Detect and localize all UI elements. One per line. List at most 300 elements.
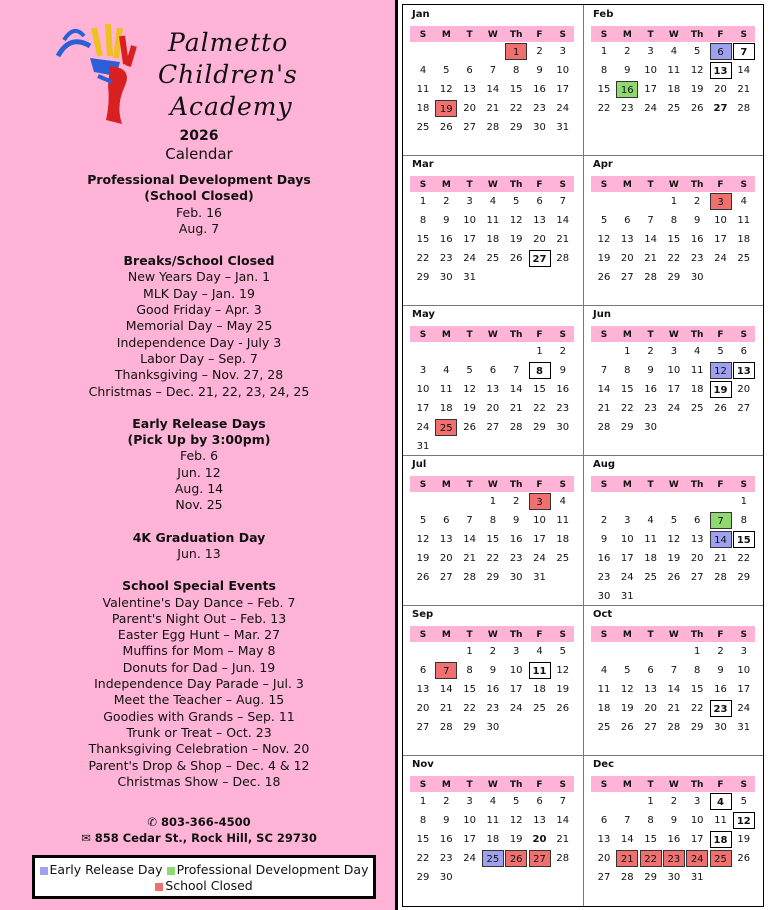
day-cell: 16 (667, 834, 681, 845)
day-cell: 6 (600, 815, 608, 826)
day-cell: 15 (463, 684, 476, 695)
day-cell: 2 (443, 196, 450, 207)
day-cell: 19 (597, 253, 611, 264)
month-name: Aug (593, 459, 616, 470)
day-cell: 1 (536, 346, 543, 357)
day-cell: 23 (663, 850, 685, 867)
day-cell: 22 (416, 253, 430, 264)
weekday-label: M (441, 780, 451, 790)
weekday-label: M (622, 180, 632, 190)
weekday-label: S (559, 780, 567, 790)
day-cell: 1 (670, 196, 678, 207)
day-cell: 27 (644, 722, 657, 733)
day-cell: 27 (529, 850, 551, 867)
day-cell: 27 (713, 103, 728, 114)
day-cell: 10 (463, 215, 476, 226)
weekday-label: M (441, 330, 451, 340)
day-cell: 30 (486, 722, 500, 733)
day-cell: 6 (536, 796, 543, 807)
weekday-label: S (419, 180, 427, 190)
info-item: Easter Egg Hunt – Mar. 27 (117, 627, 281, 643)
day-cell: 4 (536, 646, 543, 657)
day-cell: 29 (463, 722, 476, 733)
day-cell: 6 (740, 346, 747, 357)
day-cell: 1 (419, 796, 427, 807)
weekday-label: Th (509, 180, 523, 190)
weekday-label: W (668, 780, 679, 790)
day-cell: 7 (624, 815, 631, 826)
day-cell: 14 (556, 815, 570, 826)
weekday-label: Th (509, 780, 523, 790)
day-cell: 12 (733, 812, 755, 829)
weekday-label: M (622, 330, 632, 340)
legend-early: Early Release Day (49, 862, 163, 877)
day-cell: 22 (620, 403, 634, 414)
day-cell: 20 (486, 403, 500, 414)
month-jun (584, 306, 764, 456)
day-cell: 18 (486, 834, 500, 845)
day-cell: 17 (620, 553, 634, 564)
day-cell: 28 (439, 722, 453, 733)
day-cell: 19 (509, 234, 523, 245)
day-cell: 29 (690, 722, 704, 733)
day-cell: 17 (533, 534, 546, 545)
day-cell: 31 (737, 722, 751, 733)
day-cell: 24 (620, 572, 634, 583)
day-cell: 2 (536, 46, 543, 57)
day-cell: 5 (694, 46, 701, 57)
day-cell: 29 (533, 422, 546, 433)
day-cell: 13 (644, 684, 657, 695)
month-name: Sep (412, 609, 434, 620)
day-cell: 23 (556, 403, 570, 414)
info-item: Goodies with Grands – Sep. 11 (103, 708, 295, 724)
day-cell: 5 (670, 515, 678, 526)
day-cell: 3 (529, 493, 551, 510)
weekday-label: T (466, 480, 473, 490)
day-cell: 8 (694, 665, 701, 676)
day-cell: 30 (439, 272, 453, 283)
day-cell: 14 (463, 534, 476, 545)
info-item: Aug. 14 (174, 481, 224, 497)
day-cell: 11 (690, 365, 704, 376)
info-item: Trunk or Treat – Oct. 23 (126, 724, 272, 740)
day-cell: 25 (486, 253, 500, 264)
day-cell: 11 (597, 684, 611, 695)
day-cell: 31 (556, 122, 570, 133)
day-cell: 3 (647, 46, 654, 57)
day-cell: 28 (737, 103, 751, 114)
day-cell: 4 (710, 793, 732, 810)
day-cell: 20 (533, 234, 546, 245)
day-cell: 16 (616, 81, 638, 98)
weekday-label: F (536, 480, 543, 490)
day-cell: 13 (533, 815, 546, 826)
day-cell: 27 (690, 572, 704, 583)
day-cell: 6 (443, 515, 450, 526)
month-mar (403, 156, 583, 306)
day-cell: 11 (416, 84, 430, 95)
day-cell: 2 (443, 796, 450, 807)
day-cell: 15 (416, 834, 430, 845)
month-feb (584, 6, 764, 156)
handprint-logo-icon (50, 16, 170, 128)
day-cell: 13 (620, 234, 634, 245)
weekday-label: S (740, 480, 748, 490)
month-name: Apr (593, 159, 613, 170)
weekday-label: T (466, 180, 473, 190)
weekday-label: S (559, 480, 567, 490)
day-cell: 9 (694, 215, 701, 226)
day-cell: 17 (416, 403, 430, 414)
day-cell: 1 (600, 46, 608, 57)
day-cell: 8 (670, 215, 678, 226)
day-cell: 30 (690, 272, 704, 283)
day-cell: 17 (690, 834, 704, 845)
day-cell: 13 (533, 215, 546, 226)
weekday-label: Th (690, 330, 704, 340)
weekday-label: W (487, 330, 498, 340)
address: ✉ 858 Cedar St., Rock Hill, SC 29730 (81, 831, 317, 845)
section-heading: (Pick Up by 3:00pm) (127, 432, 271, 448)
day-cell: 27 (597, 872, 611, 883)
day-cell: 19 (416, 553, 430, 564)
day-cell: 19 (556, 684, 570, 695)
day-cell: 4 (647, 515, 654, 526)
day-cell: 1 (624, 346, 631, 357)
weekday-label: F (536, 180, 543, 190)
day-cell: 15 (416, 234, 430, 245)
info-item: New Years Day – Jan. 1 (127, 269, 271, 285)
month-oct (584, 606, 764, 756)
day-cell: 14 (667, 684, 681, 695)
weekday-label: F (717, 30, 724, 40)
day-cell: 21 (737, 84, 751, 95)
day-cell: 16 (556, 384, 570, 395)
closed-swatch-icon (155, 883, 163, 891)
info-item: Aug. 7 (178, 220, 220, 236)
info-item: Good Friday – Apr. 3 (136, 302, 262, 318)
day-cell: 26 (620, 722, 634, 733)
day-cell: 11 (644, 534, 657, 545)
day-cell: 7 (435, 662, 457, 679)
day-cell: 29 (644, 872, 657, 883)
day-cell: 4 (600, 665, 608, 676)
day-cell: 26 (505, 850, 527, 867)
day-cell: 25 (416, 122, 430, 133)
weekday-label: S (600, 330, 608, 340)
weekday-label: F (536, 780, 543, 790)
calendar-year: 2026 (179, 128, 219, 144)
day-cell: 11 (486, 815, 500, 826)
day-cell: 22 (737, 553, 751, 564)
day-cell: 18 (710, 831, 732, 848)
day-cell: 7 (647, 215, 654, 226)
info-item: Christmas Show – Dec. 18 (117, 773, 281, 789)
day-cell: 20 (644, 703, 657, 714)
day-cell: 27 (737, 403, 751, 414)
day-cell: 10 (620, 534, 634, 545)
day-cell: 15 (509, 84, 523, 95)
day-cell: 26 (597, 272, 611, 283)
info-item: Memorial Day – May 25 (125, 318, 273, 334)
day-cell: 6 (624, 215, 631, 226)
weekday-label: F (717, 330, 724, 340)
day-cell: 18 (486, 234, 500, 245)
day-cell: 25 (710, 850, 732, 867)
day-cell: 17 (644, 84, 657, 95)
day-cell: 10 (556, 65, 570, 76)
day-cell: 18 (556, 534, 570, 545)
day-cell: 18 (439, 403, 453, 414)
day-cell: 18 (597, 703, 611, 714)
day-cell: 21 (597, 403, 611, 414)
day-cell: 29 (509, 122, 523, 133)
day-cell: 28 (644, 272, 657, 283)
day-cell: 19 (509, 834, 523, 845)
day-cell: 3 (694, 796, 701, 807)
day-cell: 3 (710, 193, 732, 210)
day-cell: 22 (667, 253, 681, 264)
weekday-label: Th (690, 780, 704, 790)
weekday-label: W (487, 30, 498, 40)
day-cell: 24 (463, 253, 476, 264)
day-cell: 18 (416, 103, 430, 114)
day-cell: 24 (509, 703, 523, 714)
weekday-label: W (487, 480, 498, 490)
weekday-label: S (559, 330, 567, 340)
day-cell: 24 (533, 553, 546, 564)
day-cell: 30 (509, 572, 523, 583)
day-cell: 5 (419, 515, 427, 526)
weekday-label: M (441, 630, 451, 640)
day-cell: 10 (667, 365, 681, 376)
section-heading: (School Closed) (144, 188, 254, 204)
weekday-label: T (466, 330, 473, 340)
day-cell: 6 (647, 665, 654, 676)
day-cell: 4 (419, 65, 427, 76)
day-cell: 21 (714, 553, 727, 564)
day-cell: 2 (600, 515, 608, 526)
day-cell: 10 (714, 215, 727, 226)
weekday-label: F (536, 30, 543, 40)
day-cell: 12 (597, 234, 611, 245)
weekday-label: S (419, 330, 427, 340)
day-cell: 8 (419, 215, 427, 226)
day-cell: 9 (536, 65, 543, 76)
weekday-label: W (668, 630, 679, 640)
month-name: Jun (593, 309, 611, 320)
info-item: MLK Day – Jan. 19 (143, 285, 255, 301)
day-cell: 9 (647, 365, 654, 376)
day-cell: 2 (624, 46, 631, 57)
day-cell: 9 (443, 815, 450, 826)
day-cell: 6 (419, 665, 427, 676)
day-cell: 8 (466, 665, 473, 676)
day-cell: 24 (686, 850, 708, 867)
day-cell: 3 (466, 196, 473, 207)
day-cell: 25 (737, 253, 751, 264)
day-cell: 3 (670, 346, 678, 357)
day-cell: 27 (416, 722, 430, 733)
info-item: Feb. 6 (179, 448, 219, 464)
day-cell: 15 (690, 684, 704, 695)
day-cell: 7 (559, 796, 566, 807)
day-cell: 11 (439, 384, 453, 395)
day-cell: 15 (620, 384, 634, 395)
day-cell: 1 (419, 196, 427, 207)
day-cell: 23 (533, 103, 546, 114)
day-cell: 27 (486, 422, 500, 433)
day-cell: 8 (600, 65, 608, 76)
info-item: Feb. 16 (176, 204, 222, 220)
day-cell: 26 (690, 103, 704, 114)
day-cell: 14 (439, 684, 453, 695)
day-cell: 28 (620, 872, 634, 883)
section-heading: Breaks/School Closed (123, 253, 275, 269)
day-cell: 29 (737, 572, 751, 583)
info-item: Valentine's Day Dance – Feb. 7 (102, 594, 296, 610)
day-cell: 16 (509, 534, 523, 545)
day-cell: 16 (533, 84, 546, 95)
day-cell: 26 (509, 253, 523, 264)
day-cell: 16 (439, 834, 453, 845)
legend-closed: School Closed (165, 878, 253, 893)
month-name: Nov (412, 759, 434, 770)
day-cell: 9 (600, 534, 608, 545)
weekday-label: M (622, 480, 632, 490)
day-cell: 27 (529, 250, 551, 267)
day-cell: 30 (533, 122, 546, 133)
day-cell: 18 (533, 684, 546, 695)
day-cell: 7 (710, 512, 732, 529)
day-cell: 4 (489, 196, 497, 207)
day-cell: 24 (737, 703, 751, 714)
day-cell: 12 (509, 815, 523, 826)
weekday-label: Th (690, 480, 704, 490)
day-cell: 1 (489, 496, 497, 507)
day-cell: 14 (620, 834, 634, 845)
info-item: Independence Day Parade – Jul. 3 (94, 676, 304, 692)
day-cell: 25 (435, 419, 457, 436)
day-cell: 2 (559, 346, 566, 357)
day-cell: 8 (647, 815, 654, 826)
day-cell: 9 (670, 815, 678, 826)
day-cell: 20 (620, 253, 634, 264)
day-cell: 16 (486, 684, 500, 695)
weekday-label: Th (690, 30, 704, 40)
day-cell: 1 (740, 496, 747, 507)
day-cell: 22 (690, 703, 704, 714)
logo-line-3: Academy (170, 92, 293, 121)
day-cell: 30 (667, 872, 681, 883)
contact-block (0, 814, 398, 846)
day-cell: 12 (463, 384, 476, 395)
day-cell: 31 (533, 572, 546, 583)
info-item: Jun. 12 (177, 464, 221, 480)
info-item: Jun. 13 (177, 545, 221, 561)
day-cell: 12 (439, 84, 453, 95)
day-cell: 24 (644, 103, 657, 114)
day-cell: 2 (670, 796, 678, 807)
day-cell: 28 (667, 722, 681, 733)
day-cell: 13 (416, 684, 430, 695)
day-cell: 29 (416, 872, 430, 883)
day-cell: 11 (529, 662, 551, 679)
day-cell: 4 (694, 346, 701, 357)
day-cell: 26 (439, 122, 453, 133)
weekday-label: S (559, 30, 567, 40)
day-cell: 5 (466, 365, 473, 376)
day-cell: 26 (667, 572, 681, 583)
day-cell: 10 (463, 815, 476, 826)
info-item: Labor Day – Sep. 7 (140, 350, 258, 366)
day-cell: 28 (556, 253, 570, 264)
day-cell: 29 (620, 422, 634, 433)
calendar-subtitle: Calendar (165, 145, 233, 163)
day-cell: 5 (513, 196, 520, 207)
day-cell: 31 (416, 441, 430, 452)
day-cell: 12 (509, 215, 523, 226)
day-cell: 9 (443, 215, 450, 226)
day-cell: 31 (690, 872, 704, 883)
day-cell: 15 (486, 534, 500, 545)
day-cell: 20 (439, 553, 453, 564)
day-cell: 30 (597, 591, 611, 602)
weekday-label: W (668, 180, 679, 190)
day-cell: 7 (559, 196, 566, 207)
day-cell: 11 (737, 215, 751, 226)
day-cell: 7 (670, 665, 678, 676)
day-cell: 19 (690, 84, 704, 95)
day-cell: 3 (740, 646, 747, 657)
day-cell: 15 (733, 531, 755, 548)
day-cell: 20 (690, 553, 704, 564)
info-item: Donuts for Dad – Jun. 19 (122, 659, 276, 675)
day-cell: 7 (513, 365, 520, 376)
weekday-label: S (419, 30, 427, 40)
day-cell: 29 (416, 272, 430, 283)
day-cell: 21 (556, 834, 570, 845)
day-cell: 30 (644, 422, 657, 433)
day-cell: 13 (710, 62, 732, 79)
day-cell: 14 (737, 65, 751, 76)
day-cell: 7 (600, 365, 608, 376)
weekday-label: S (419, 780, 427, 790)
day-cell: 11 (667, 65, 681, 76)
day-cell: 25 (690, 403, 704, 414)
day-cell: 12 (667, 534, 681, 545)
weekday-label: T (647, 30, 654, 40)
day-cell: 30 (714, 722, 727, 733)
day-cell: 22 (509, 103, 523, 114)
weekday-label: S (600, 180, 608, 190)
day-cell: 16 (644, 384, 657, 395)
day-cell: 10 (644, 65, 657, 76)
day-cell: 5 (513, 796, 520, 807)
day-cell: 30 (439, 872, 453, 883)
weekday-label: S (740, 630, 748, 640)
weekday-label: W (668, 330, 679, 340)
month-name: Dec (593, 759, 615, 770)
weekday-label: F (717, 180, 724, 190)
day-cell: 17 (714, 234, 727, 245)
day-cell: 23 (620, 103, 634, 114)
day-cell: 9 (513, 515, 520, 526)
day-cell: 23 (486, 703, 500, 714)
month-name: Jul (412, 459, 427, 470)
day-cell: 3 (624, 515, 631, 526)
